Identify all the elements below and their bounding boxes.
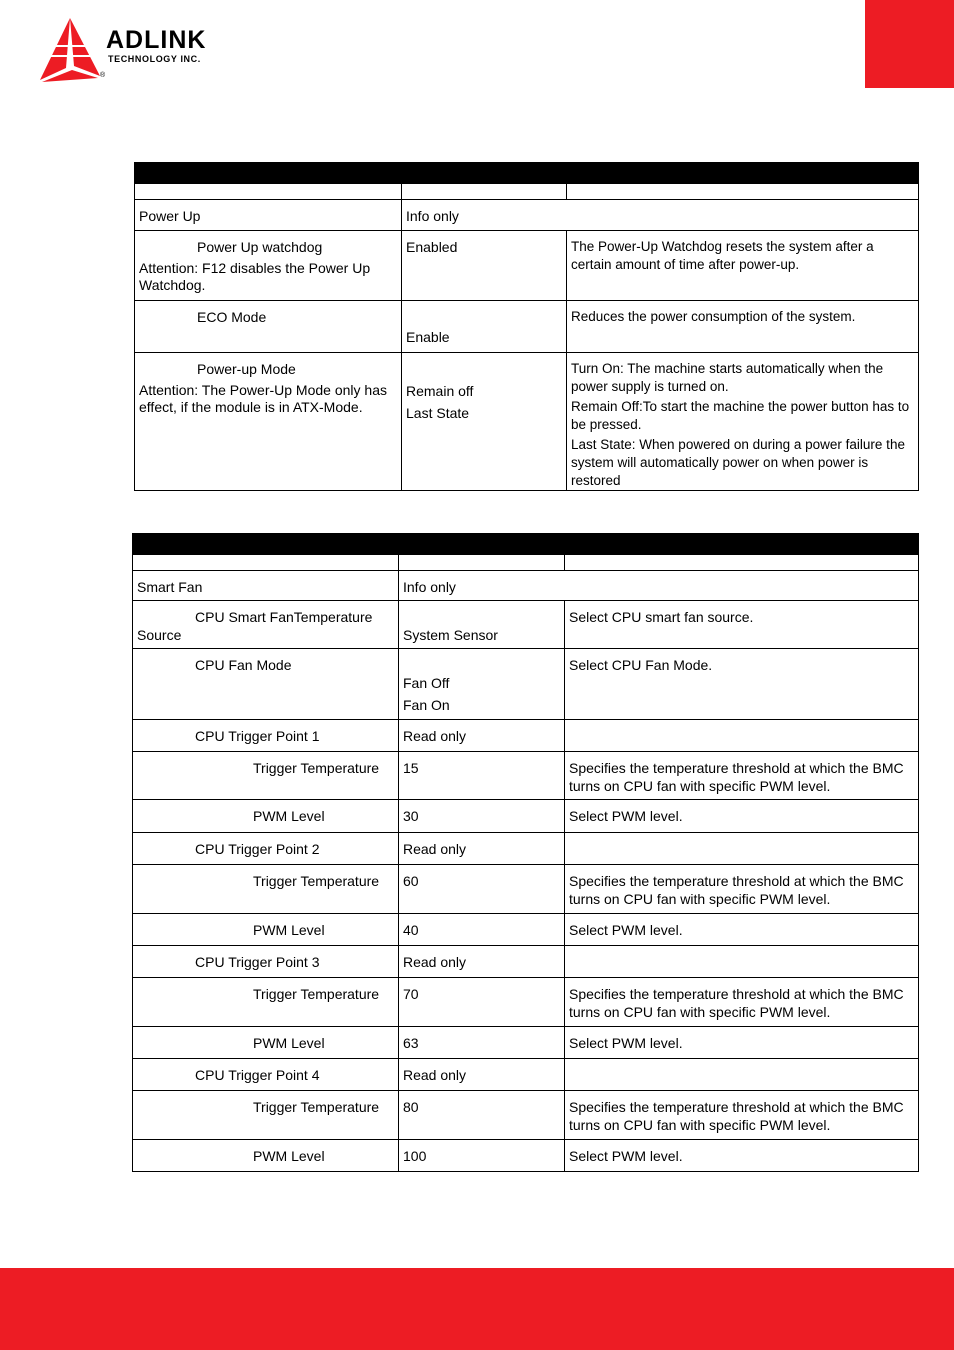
setting-description: Last State: When powered on during a power failure the system will automatically power on when power is restored [571,437,905,488]
brand-name: ADLINK [106,26,207,54]
table-row [133,914,919,946]
setting-name: Trigger Temperature [253,986,380,1002]
table-row [133,865,919,914]
setting-options: Read only [399,1059,565,1091]
setting-description: Specifies the temperature threshold at which the BMC turns on CPU fan with specific PWM level. [565,1091,919,1140]
setting-name: PWM Level [253,1035,325,1051]
table-header [133,534,919,555]
setting-name: Power Up watchdog [197,239,323,255]
table-row [133,978,919,1027]
table-row [133,1027,919,1059]
setting-description: Select PWM level. [565,1027,919,1059]
setting-options: Enabled [402,231,567,301]
table-row [133,752,919,800]
table-row [133,833,919,865]
setting-options: Info only [399,571,919,601]
setting-description: Reduces the power consumption of the system. [567,301,919,353]
setting-name: CPU Trigger Point 3 [195,954,320,970]
setting-name: CPU Trigger Point 4 [195,1067,320,1083]
table-row [133,1059,919,1091]
setting-options: Read only [399,720,565,752]
table-row [133,720,919,752]
setting-description: Select CPU Fan Mode. [565,649,919,720]
setting-description: Select PWM level. [565,1140,919,1172]
setting-name: PWM Level [253,922,325,938]
setting-options: 100 [399,1140,565,1172]
setting-name: CPU Trigger Point 2 [195,841,320,857]
setting-options: Read only [399,946,565,978]
table-header [135,163,919,184]
setting-options: Enable [406,329,450,345]
setting-note: Attention: F12 disables the Power Up Watchdog. [139,260,371,293]
table-row [133,601,919,649]
setting-name: Power Up [135,200,402,231]
registered-mark: ® [100,72,106,79]
setting-options: 60 [399,865,565,914]
setting-description: Remain Off:To start the machine the power button has to be pressed. [571,399,910,432]
setting-options: 80 [399,1091,565,1140]
setting-options: 15 [399,752,565,800]
setting-description: Specifies the temperature threshold at which the BMC turns on CPU fan with specific PWM level. [565,978,919,1027]
setting-name-continued: Source [137,627,182,643]
table-row [133,800,919,833]
setting-name: PWM Level [253,1148,325,1164]
table-row [135,200,919,231]
setting-name: CPU Trigger Point 1 [195,728,320,744]
table-row [133,1140,919,1172]
setting-description [565,720,919,752]
footer-band [0,1268,954,1350]
table-row [135,231,919,301]
setting-name: Power-up Mode [197,361,296,377]
setting-description: Specifies the temperature threshold at which the BMC turns on CPU fan with specific PWM level. [565,865,919,914]
setting-name: ECO Mode [197,309,267,325]
setting-description: Select PWM level. [565,914,919,946]
setting-options: System Sensor [403,627,498,643]
setting-note: Attention: The Power-Up Mode only has effect, if the module is in ATX-Mode. [139,382,387,415]
setting-description [565,833,919,865]
brand-tagline: TECHNOLOGY INC. [108,54,201,64]
setting-description: The Power-Up Watchdog resets the system after a certain amount of time after power-up. [567,231,919,301]
setting-options: 30 [399,800,565,833]
table-row [133,571,919,601]
table-row [133,649,919,720]
setting-name: Smart Fan [133,571,399,601]
setting-options: 63 [399,1027,565,1059]
table-row [133,1091,919,1140]
setting-option: Fan On [403,697,450,713]
setting-option: Fan Off [403,675,450,691]
table-row [135,301,919,353]
setting-description: Select CPU smart fan source. [565,601,919,649]
setting-options: Info only [402,200,919,231]
corner-tab [865,0,954,88]
setting-name: CPU Smart FanTemperature [195,609,373,625]
power-settings-table [134,162,919,491]
adlink-triangle-icon [38,16,108,84]
table-row [133,946,919,978]
setting-options: Read only [399,833,565,865]
setting-option: Last State [406,405,470,421]
setting-name: CPU Fan Mode [195,657,292,673]
setting-name: Trigger Temperature [253,873,380,889]
setting-description [565,1059,919,1091]
setting-description: Specifies the temperature threshold at which the BMC turns on CPU fan with specific PWM level. [565,752,919,800]
setting-description: Select PWM level. [565,800,919,833]
setting-options: 40 [399,914,565,946]
setting-option: Remain off [406,383,474,399]
setting-name: Trigger Temperature [253,760,380,776]
setting-name: PWM Level [253,808,325,824]
setting-name: Trigger Temperature [253,1099,380,1115]
setting-options: 70 [399,978,565,1027]
smart-fan-table [132,533,919,1172]
setting-description [565,946,919,978]
setting-description: Turn On: The machine starts automatically when the power supply is turned on. [571,361,884,394]
table-row [135,353,919,491]
